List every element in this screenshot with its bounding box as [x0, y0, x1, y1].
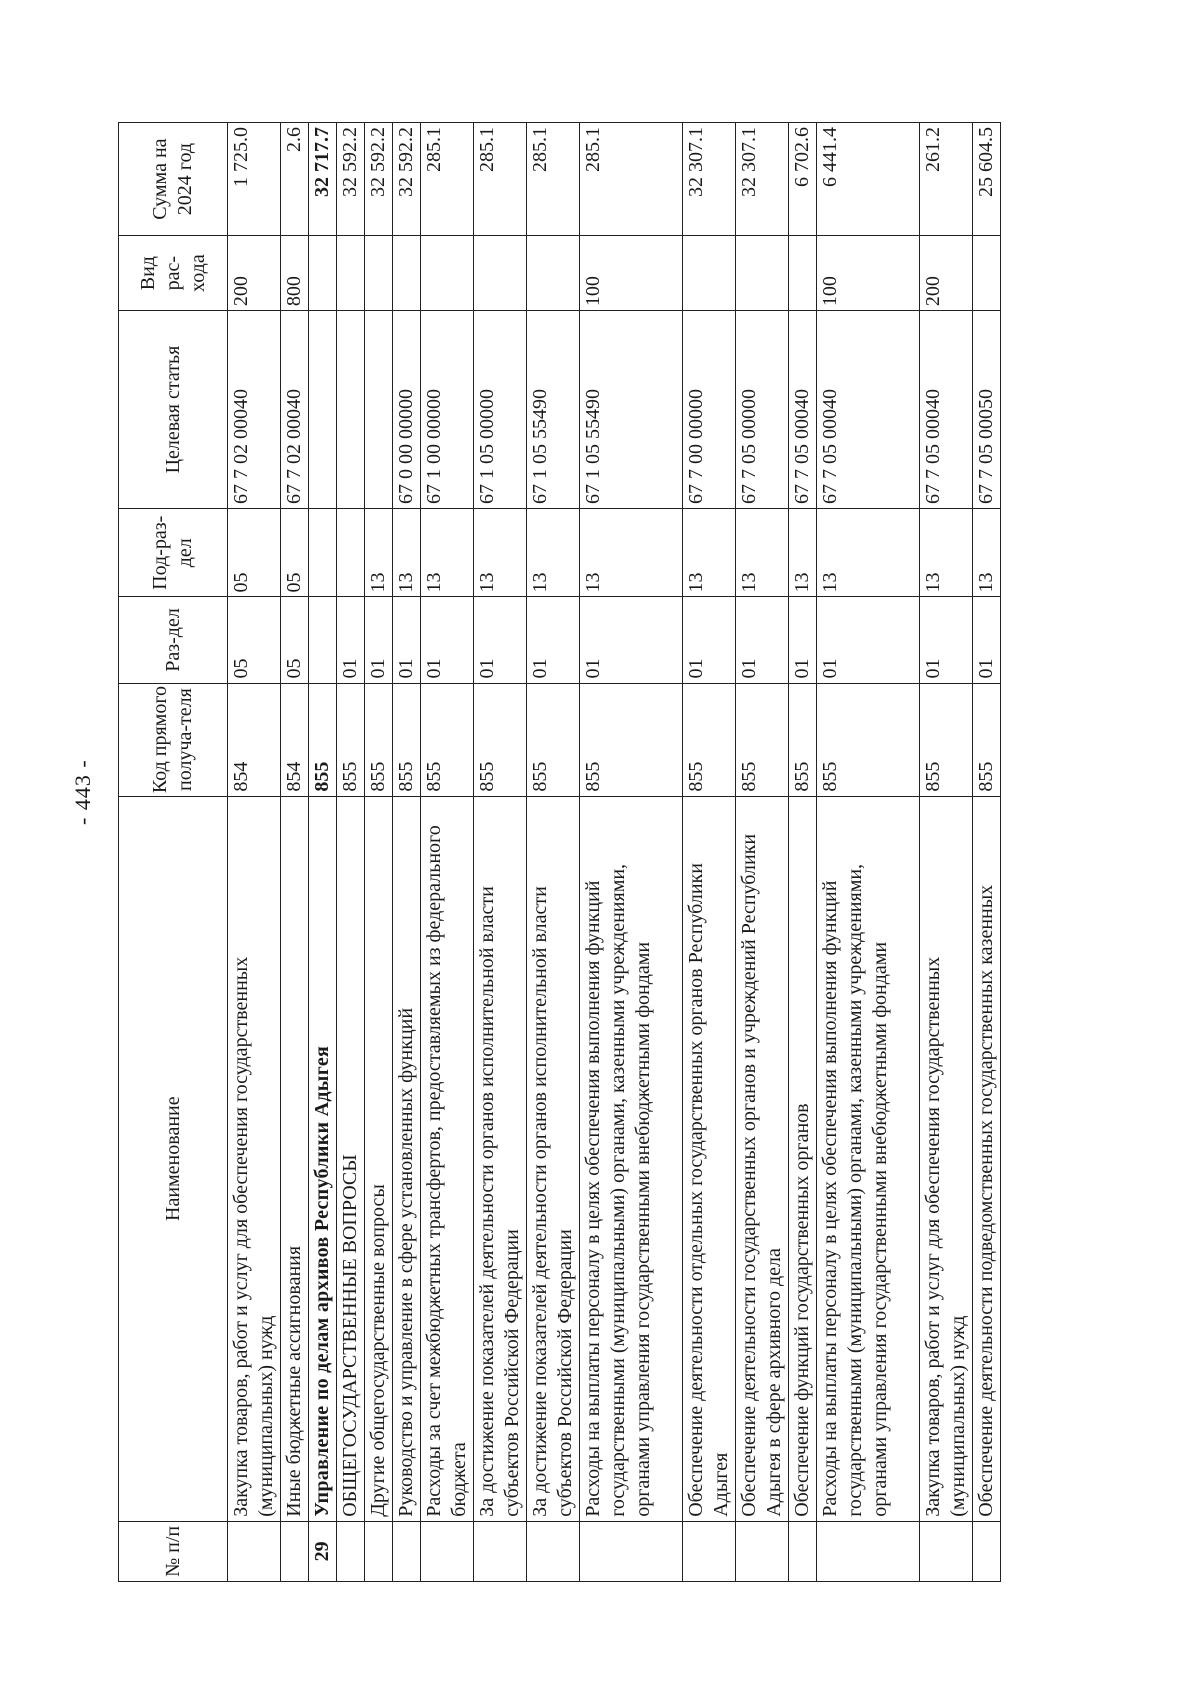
- cell-section: 01: [817, 597, 920, 683]
- table-row: [421, 123, 474, 1582]
- cell-expense-type: [421, 236, 474, 311]
- cell-subsection: 13: [973, 509, 1001, 597]
- cell-recipient-code: 855: [421, 683, 474, 796]
- cell-num: [580, 1521, 683, 1581]
- table-row: [365, 123, 393, 1582]
- table-row: [337, 123, 365, 1582]
- table-header-row: [119, 123, 228, 1582]
- cell-subsection: [309, 509, 337, 597]
- cell-name: Иные бюджетные ассигнования: [281, 796, 309, 1521]
- cell-expense-type: [365, 236, 393, 311]
- cell-section: [309, 597, 337, 683]
- table-row: [527, 123, 580, 1582]
- cell-name: ОБЩЕГОСУДАРСТВЕННЫЕ ВОПРОСЫ: [337, 796, 365, 1521]
- cell-amount: 261.2: [920, 123, 973, 236]
- cell-section: 05: [228, 597, 281, 683]
- cell-section: 01: [789, 597, 817, 683]
- cell-target: 67 1 05 55490: [527, 311, 580, 509]
- cell-expense-type: [474, 236, 527, 311]
- cell-name: За достижение показателей деятельности органов исполнительной власти субъектов Российской Федерации: [527, 796, 580, 1521]
- cell-recipient-code: 855: [393, 683, 421, 796]
- table-row: [228, 123, 281, 1582]
- header-name: Наименование: [119, 796, 228, 1521]
- cell-num: [474, 1521, 527, 1581]
- cell-target: 67 7 00 00000: [683, 311, 736, 509]
- cell-amount: 32 307.1: [683, 123, 736, 236]
- cell-target: 67 7 02 00040: [228, 311, 281, 509]
- cell-target: 67 7 05 00040: [920, 311, 973, 509]
- table-row: [393, 123, 421, 1582]
- cell-section: 01: [365, 597, 393, 683]
- cell-amount: 32 717.7: [309, 123, 337, 236]
- cell-target: 67 7 05 00000: [736, 311, 789, 509]
- cell-recipient-code: 855: [736, 683, 789, 796]
- table-row: [789, 123, 817, 1582]
- cell-name: Закупка товаров, работ и услуг для обеспечения государственных (муниципальных) нужд: [228, 796, 281, 1521]
- cell-target: 67 1 05 00000: [474, 311, 527, 509]
- cell-expense-type: [337, 236, 365, 311]
- cell-num: [281, 1521, 309, 1581]
- table-row: [281, 123, 309, 1582]
- cell-subsection: 13: [920, 509, 973, 597]
- page-number: - 443 -: [70, 759, 95, 825]
- cell-num: [421, 1521, 474, 1581]
- header-num: № п/п: [119, 1521, 228, 1581]
- cell-section: 01: [920, 597, 973, 683]
- header-target: Целевая статья: [119, 311, 228, 509]
- cell-recipient-code: 855: [920, 683, 973, 796]
- cell-expense-type: 100: [580, 236, 683, 311]
- header-expense-type: Вид рас-хода: [119, 236, 228, 311]
- cell-num: [337, 1521, 365, 1581]
- cell-num: [920, 1521, 973, 1581]
- budget-table: [118, 122, 1001, 1582]
- cell-target: 67 7 05 00040: [789, 311, 817, 509]
- table-row: [973, 123, 1001, 1582]
- cell-name: Руководство и управление в сфере установленных функций: [393, 796, 421, 1521]
- cell-target: [309, 311, 337, 509]
- cell-name: Расходы на выплаты персоналу в целях обеспечения выполнения функций государственными (муниципальными) органами, казенными учреждениями, органами управления государственными внебюджетными фондами: [817, 796, 920, 1521]
- cell-expense-type: [973, 236, 1001, 311]
- cell-subsection: 13: [421, 509, 474, 597]
- cell-recipient-code: 855: [474, 683, 527, 796]
- cell-section: 01: [474, 597, 527, 683]
- cell-subsection: 13: [365, 509, 393, 597]
- cell-expense-type: [309, 236, 337, 311]
- cell-recipient-code: 855: [527, 683, 580, 796]
- cell-target: 67 7 05 00040: [817, 311, 920, 509]
- cell-subsection: 13: [474, 509, 527, 597]
- table-row: [817, 123, 920, 1582]
- cell-name: Обеспечение деятельности отдельных государственных органов Республики Адыгея: [683, 796, 736, 1521]
- header-amount: Сумма на 2024 год: [119, 123, 228, 236]
- cell-recipient-code: 855: [789, 683, 817, 796]
- table-body: [228, 123, 1001, 1582]
- table-row: [309, 123, 337, 1582]
- cell-target: 67 1 05 55490: [580, 311, 683, 509]
- cell-recipient-code: 855: [337, 683, 365, 796]
- table-row: [474, 123, 527, 1582]
- cell-section: 01: [973, 597, 1001, 683]
- cell-section: 01: [337, 597, 365, 683]
- cell-recipient-code: 855: [580, 683, 683, 796]
- cell-subsection: 05: [228, 509, 281, 597]
- cell-recipient-code: 855: [309, 683, 337, 796]
- table-row: [683, 123, 736, 1582]
- cell-num: [683, 1521, 736, 1581]
- cell-subsection: 13: [393, 509, 421, 597]
- cell-expense-type: 200: [228, 236, 281, 311]
- cell-subsection: 13: [683, 509, 736, 597]
- cell-num: [789, 1521, 817, 1581]
- cell-section: 01: [527, 597, 580, 683]
- cell-section: 01: [683, 597, 736, 683]
- cell-recipient-code: 854: [228, 683, 281, 796]
- cell-amount: 6 702.6: [789, 123, 817, 236]
- cell-expense-type: 100: [817, 236, 920, 311]
- cell-subsection: 13: [527, 509, 580, 597]
- cell-amount: 1 725.0: [228, 123, 281, 236]
- cell-expense-type: 200: [920, 236, 973, 311]
- cell-expense-type: [527, 236, 580, 311]
- cell-name: Расходы за счет межбюджетных трансфертов, предоставляемых из федерального бюджета: [421, 796, 474, 1521]
- cell-expense-type: [789, 236, 817, 311]
- cell-target: 67 7 05 00050: [973, 311, 1001, 509]
- rotated-table-container: [118, 122, 1083, 1582]
- cell-amount: 6 441.4: [817, 123, 920, 236]
- cell-target: 67 1 00 00000: [421, 311, 474, 509]
- cell-subsection: 13: [736, 509, 789, 597]
- cell-num: [393, 1521, 421, 1581]
- cell-name: Обеспечение деятельности государственных органов и учреждений Республики Адыгея в сфере архивного дела: [736, 796, 789, 1521]
- cell-name: Закупка товаров, работ и услуг для обеспечения государственных (муниципальных) нужд: [920, 796, 973, 1521]
- cell-expense-type: [393, 236, 421, 311]
- cell-num: 29: [309, 1521, 337, 1581]
- cell-num: [365, 1521, 393, 1581]
- table-row: [920, 123, 973, 1582]
- cell-subsection: 13: [817, 509, 920, 597]
- header-subsection: Под-раз-дел: [119, 509, 228, 597]
- cell-subsection: 13: [580, 509, 683, 597]
- cell-expense-type: [683, 236, 736, 311]
- cell-num: [527, 1521, 580, 1581]
- cell-section: 01: [736, 597, 789, 683]
- cell-amount: 32 592.2: [393, 123, 421, 236]
- cell-amount: 32 592.2: [365, 123, 393, 236]
- cell-section: 05: [281, 597, 309, 683]
- cell-name: Другие общегосударственные вопросы: [365, 796, 393, 1521]
- cell-recipient-code: 855: [683, 683, 736, 796]
- cell-recipient-code: 855: [973, 683, 1001, 796]
- cell-amount: 2.6: [281, 123, 309, 236]
- cell-num: [817, 1521, 920, 1581]
- cell-name: Обеспечение деятельности подведомственных государственных казенных: [973, 796, 1001, 1521]
- cell-target: 67 7 02 00040: [281, 311, 309, 509]
- cell-recipient-code: 855: [365, 683, 393, 796]
- cell-amount: 25 604.5: [973, 123, 1001, 236]
- cell-amount: 285.1: [474, 123, 527, 236]
- cell-subsection: 13: [789, 509, 817, 597]
- cell-num: [736, 1521, 789, 1581]
- cell-name: Управление по делам архивов Республики Адыгея: [309, 796, 337, 1521]
- cell-name: Обеспечение функций государственных органов: [789, 796, 817, 1521]
- cell-amount: 32 307.1: [736, 123, 789, 236]
- cell-subsection: [337, 509, 365, 597]
- cell-recipient-code: 855: [817, 683, 920, 796]
- cell-section: 01: [580, 597, 683, 683]
- table-row: [736, 123, 789, 1582]
- cell-recipient-code: 854: [281, 683, 309, 796]
- cell-target: [365, 311, 393, 509]
- cell-target: 67 0 00 00000: [393, 311, 421, 509]
- cell-section: 01: [421, 597, 474, 683]
- cell-amount: 285.1: [527, 123, 580, 236]
- cell-amount: 285.1: [421, 123, 474, 236]
- cell-subsection: 05: [281, 509, 309, 597]
- table-row: [580, 123, 683, 1582]
- cell-section: 01: [393, 597, 421, 683]
- cell-amount: 285.1: [580, 123, 683, 236]
- cell-name: За достижение показателей деятельности органов исполнительной власти субъектов Российской Федерации: [474, 796, 527, 1521]
- cell-target: [337, 311, 365, 509]
- cell-expense-type: 800: [281, 236, 309, 311]
- header-recipient-code: Код прямого получа-теля: [119, 683, 228, 796]
- cell-expense-type: [736, 236, 789, 311]
- cell-num: [973, 1521, 1001, 1581]
- cell-name: Расходы на выплаты персоналу в целях обеспечения выполнения функций государственными (муниципальными) органами, казенными учреждениями, органами управления государственными внебюджетными фондами: [580, 796, 683, 1521]
- cell-amount: 32 592.2: [337, 123, 365, 236]
- cell-num: [228, 1521, 281, 1581]
- header-section: Раз-дел: [119, 597, 228, 683]
